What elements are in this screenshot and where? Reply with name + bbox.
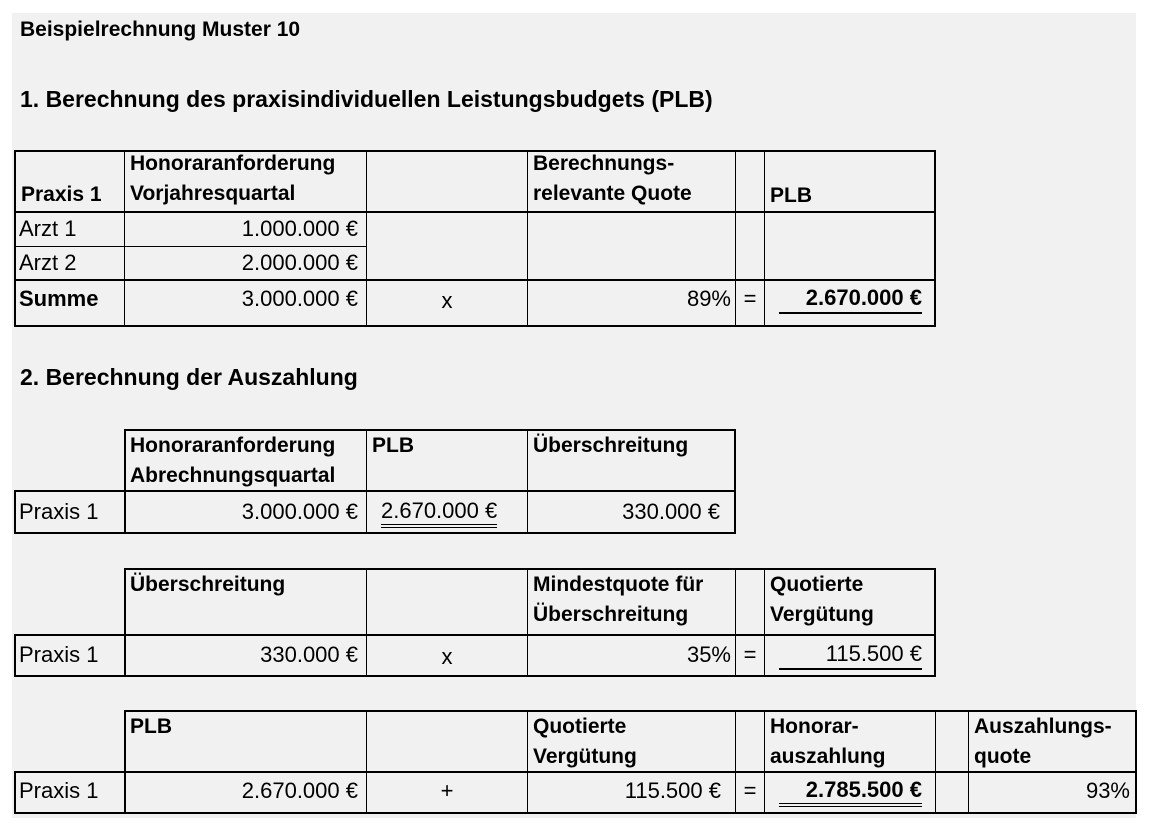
quotierte-result: 115.500 € [779, 640, 922, 670]
section2-heading: 2. Berechnung der Auszahlung [20, 364, 358, 390]
header-plb: PLB [130, 715, 172, 738]
page-title: Beispielrechnung Muster 10 [20, 18, 301, 41]
sum-label: Summe [19, 286, 99, 311]
sum-value: 3.000.000 € [241, 286, 358, 311]
ueberschreitung-value: 330.000 € [260, 642, 358, 667]
header-auszahlungsquote-line1: Auszahlungs- [974, 715, 1112, 738]
equals-sign: = [743, 778, 757, 803]
quotierte-value: 115.500 € [624, 778, 721, 803]
plb-value: 2.670.000 € [241, 778, 358, 803]
honorar-value: 3.000.000 € [241, 499, 358, 524]
header-quotierte-line2: Vergütung [533, 745, 637, 768]
row-label: Praxis 1 [19, 778, 99, 803]
spreadsheet-area [12, 13, 1136, 818]
row-label-arzt2: Arzt 2 [19, 250, 77, 275]
header-quotierte-line2: Vergütung [770, 603, 874, 626]
plb-value: 2.670.000 € [381, 497, 497, 528]
header-honorar-line1: Honoraranforderung [130, 434, 336, 457]
multiply-operator: x [441, 644, 453, 669]
header-ueberschreitung: Überschreitung [533, 434, 689, 457]
row-value-arzt1: 1.000.000 € [241, 216, 358, 241]
header-honorar-line2: Abrechnungsquartal [130, 464, 336, 487]
mindestquote-value: 35% [686, 642, 731, 667]
header-quote-line2: relevante Quote [533, 182, 692, 205]
row-value-arzt2: 2.000.000 € [241, 250, 358, 275]
row-label: Praxis 1 [19, 642, 99, 667]
equals-sign: = [743, 642, 757, 667]
sum-quote: 89% [686, 286, 731, 311]
header-praxis: Praxis 1 [21, 183, 102, 206]
header-honorar-line2: Vorjahresquartal [130, 182, 296, 205]
header-ueberschreitung: Überschreitung [130, 573, 286, 596]
header-mindestquote-line1: Mindestquote für [533, 573, 704, 596]
header-honorar-line1: Honoraranforderung [130, 152, 336, 175]
honorarauszahlung-result: 2.785.500 € [779, 776, 922, 807]
auszahlungsquote-value: 93% [1085, 778, 1130, 803]
header-plb: PLB [770, 184, 812, 207]
row-label: Praxis 1 [19, 499, 99, 524]
section1-heading: 1. Berechnung des praxisindividuellen Leistungsbudgets (PLB) [20, 86, 713, 112]
sum-operator: x [441, 288, 453, 313]
plb-result: 2.670.000 € [779, 284, 922, 314]
header-honorarauszahlung-line1: Honorar- [770, 715, 859, 738]
header-honorarauszahlung-line2: auszahlung [770, 745, 886, 768]
ueberschreitung-value: 330.000 € [622, 499, 720, 524]
row-label-arzt1: Arzt 1 [19, 216, 77, 241]
plus-operator: + [440, 778, 454, 803]
sum-equals: = [743, 286, 757, 311]
header-mindestquote-line2: Überschreitung [533, 603, 689, 626]
header-quotierte-line1: Quotierte [770, 573, 864, 596]
header-quotierte-line1: Quotierte [533, 715, 627, 738]
header-quote-line1: Berechnungs- [533, 152, 675, 175]
header-plb: PLB [372, 434, 414, 457]
header-auszahlungsquote-line2: quote [974, 745, 1032, 768]
